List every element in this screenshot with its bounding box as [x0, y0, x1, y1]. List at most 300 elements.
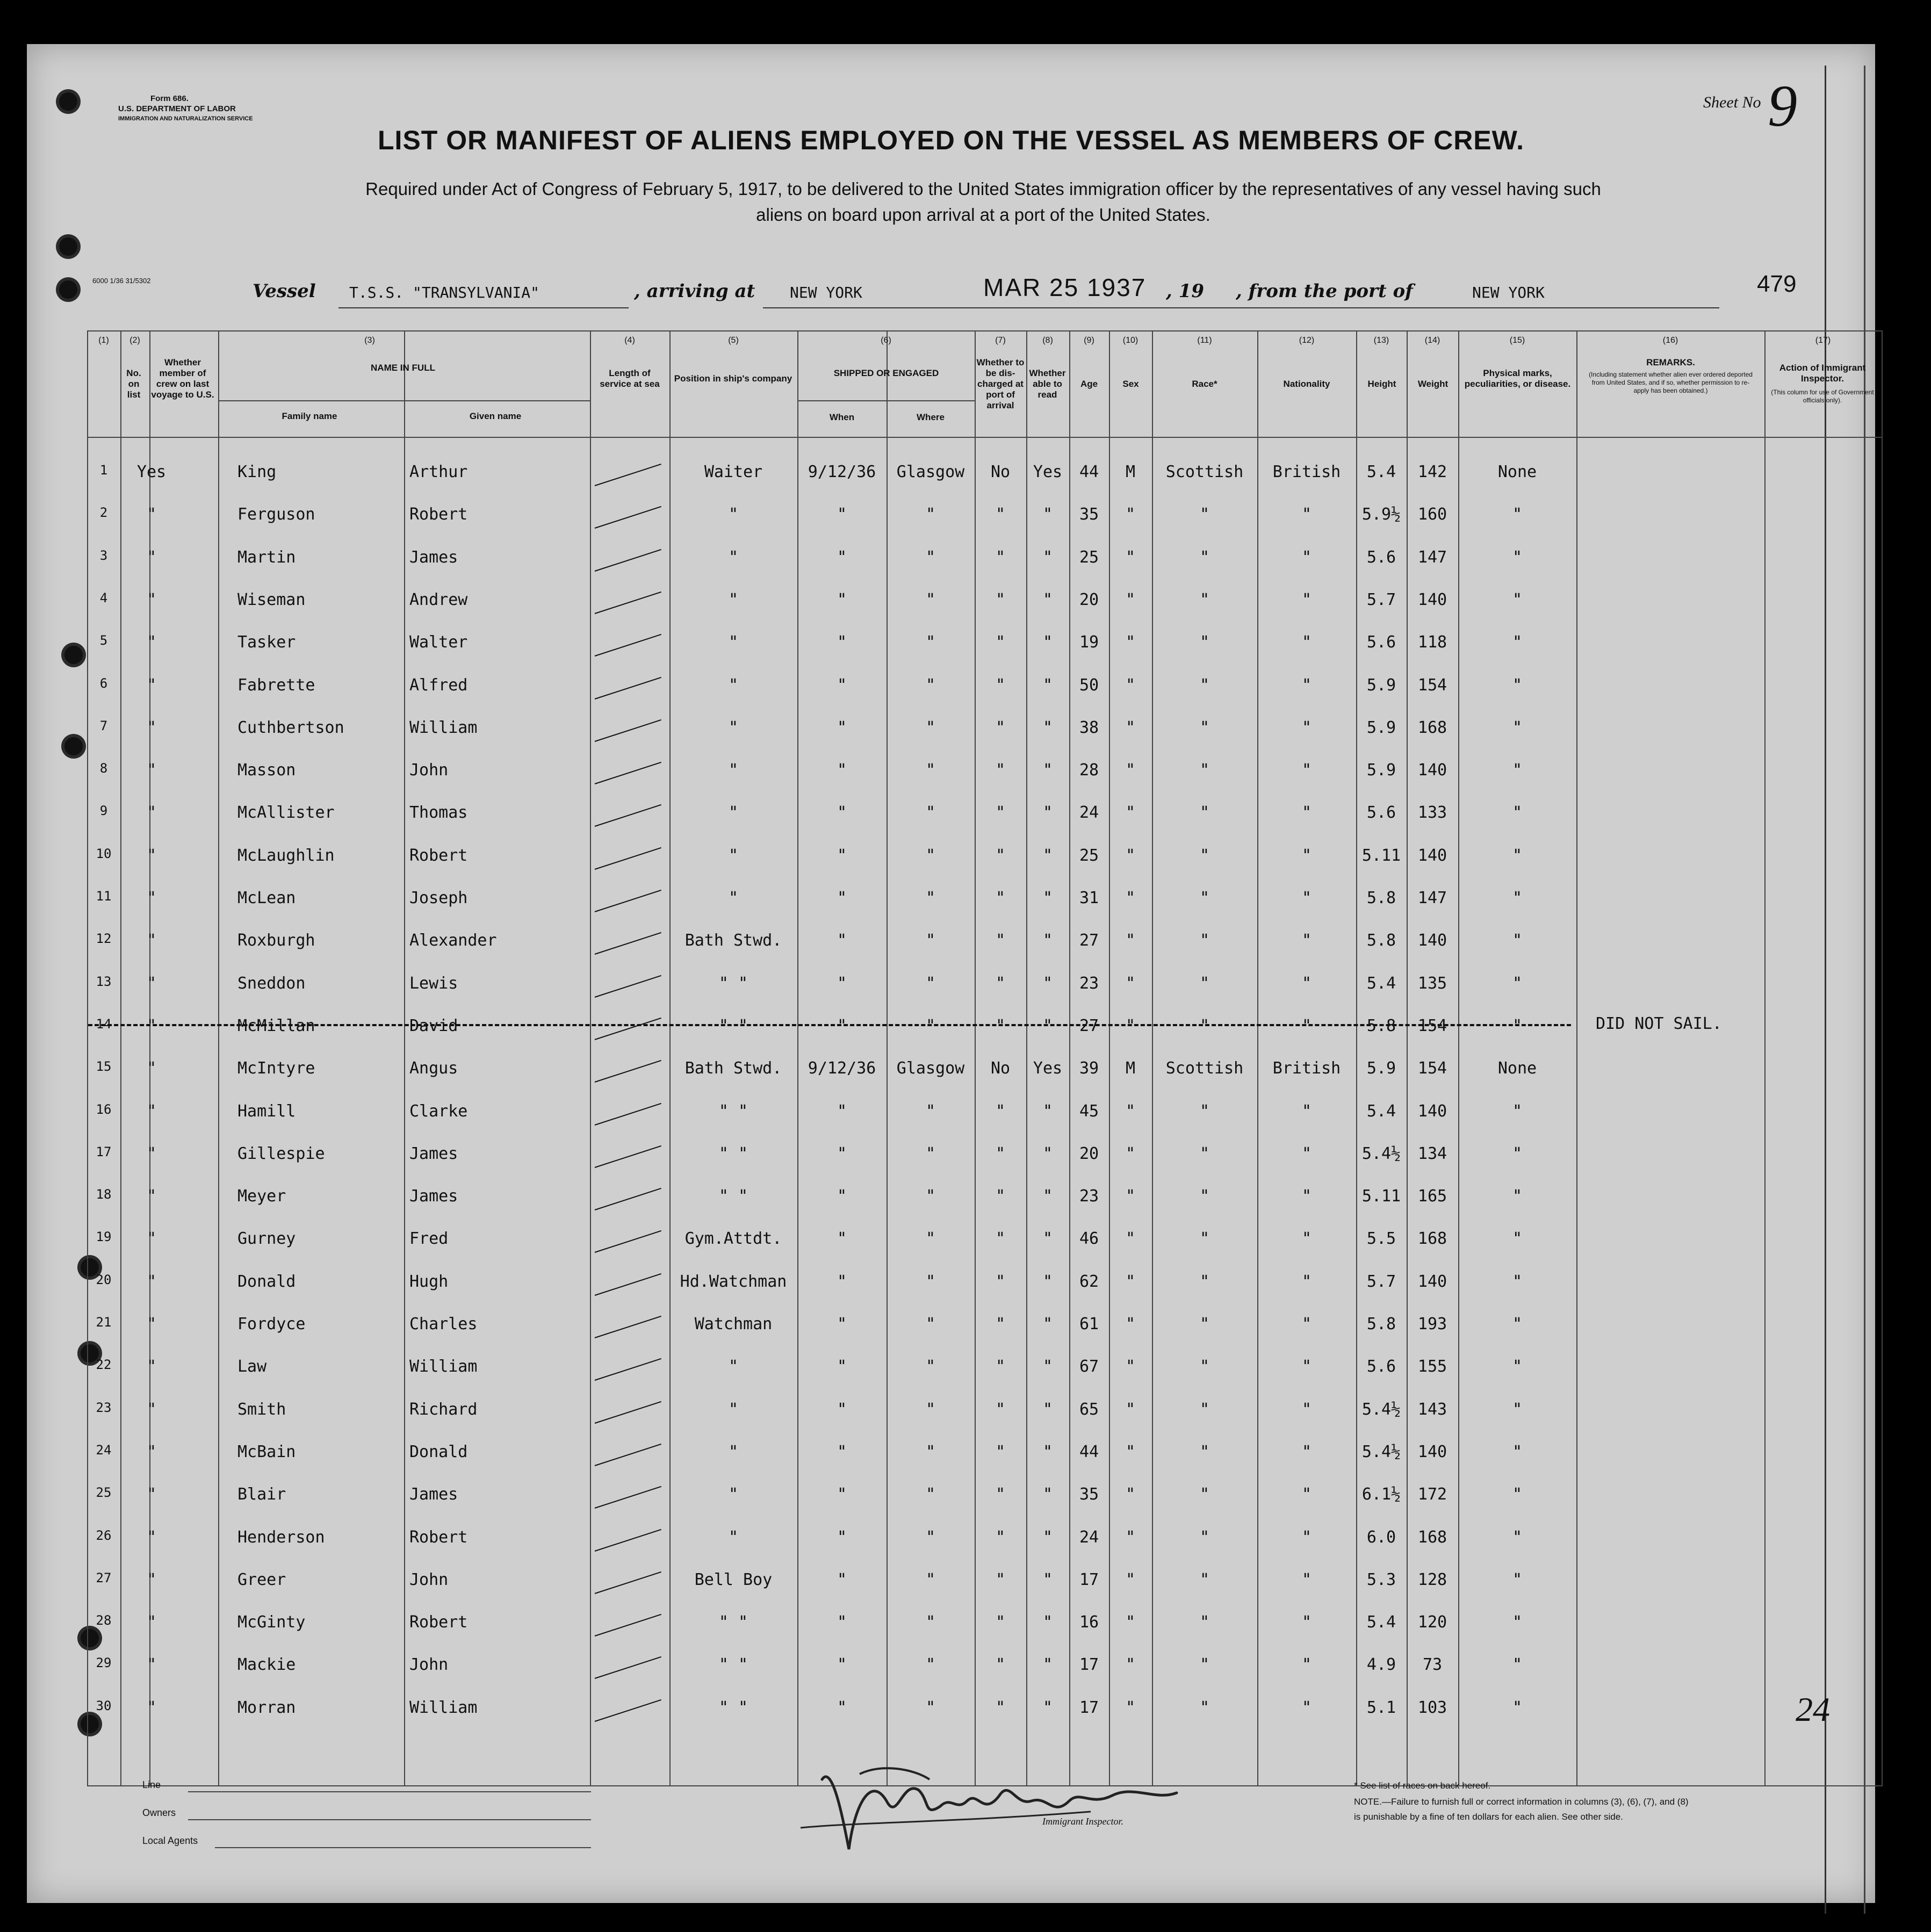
cell-last: "	[146, 974, 157, 993]
cell-read: "	[1042, 974, 1053, 993]
cell-pos: "	[728, 1357, 739, 1376]
corner-number: 479	[1757, 271, 1797, 297]
cell-weight: 168	[1417, 1229, 1447, 1249]
cell-age: 44	[1079, 1442, 1099, 1461]
arriving-port: NEW YORK	[790, 284, 862, 301]
cell-disch: "	[995, 1400, 1006, 1419]
cell-no: 25	[96, 1485, 112, 1501]
cell-when: "	[837, 1613, 847, 1632]
cell-family: Henderson	[237, 1527, 325, 1547]
cell-nat: "	[1301, 1229, 1312, 1249]
cell-nat: "	[1301, 1357, 1312, 1376]
cell-given: John	[409, 1570, 449, 1589]
cell-where: "	[925, 1187, 936, 1206]
cell-sex: "	[1125, 1570, 1136, 1589]
cell-height: 5.6	[1366, 803, 1396, 823]
cell-weight: 140	[1417, 761, 1447, 780]
cell-height: 5.6	[1366, 633, 1396, 652]
cell-age: 62	[1079, 1272, 1099, 1291]
cell-pos: Gym.Attdt.	[685, 1229, 782, 1249]
cell-where: "	[925, 633, 936, 652]
cell-when: "	[837, 889, 847, 907]
cell-height: 5.6	[1366, 1357, 1396, 1376]
cell-no: 13	[96, 974, 112, 989]
cell-where: "	[925, 974, 936, 993]
cell-height: 6.1½	[1361, 1485, 1401, 1504]
cell-family: Tasker	[237, 633, 296, 652]
cell-weight: 160	[1417, 505, 1447, 524]
service-slash-mark	[595, 975, 661, 997]
cell-when: "	[837, 718, 847, 737]
header-no-on-list: No. on list	[126, 368, 141, 400]
cell-read: "	[1042, 1698, 1053, 1717]
cell-where: "	[925, 1698, 936, 1717]
service-name: IMMIGRATION AND NATURALIZATION SERVICE	[118, 116, 253, 122]
cell-nat: "	[1301, 1101, 1312, 1121]
column-number: (2)	[129, 336, 140, 345]
cell-sex: "	[1125, 803, 1136, 823]
cell-family: Hamill	[237, 1101, 296, 1121]
service-slash-mark	[595, 464, 661, 486]
cell-read: "	[1042, 1357, 1053, 1376]
cell-race: "	[1199, 1698, 1210, 1717]
header-name-in-full: NAME IN FULL	[371, 363, 435, 373]
cell-disch: "	[995, 1187, 1006, 1206]
cell-family: Donald	[237, 1272, 296, 1291]
cell-nat: "	[1301, 1613, 1312, 1632]
cell-read: "	[1042, 505, 1053, 524]
cell-disch: "	[995, 1655, 1006, 1675]
strike-through-line	[88, 1024, 1571, 1026]
cell-weight: 147	[1417, 889, 1447, 907]
cell-pos: Waiter	[704, 463, 763, 481]
cell-sex: "	[1125, 1187, 1136, 1206]
penalty-note-1: NOTE.—Failure to furnish full or correct information in columns (3), (6), (7), and (8)	[1354, 1797, 1689, 1807]
cell-no: 10	[96, 846, 112, 861]
line-rule	[188, 1791, 591, 1792]
cell-weight: 193	[1417, 1315, 1447, 1333]
cell-no: 18	[96, 1187, 112, 1202]
cell-family: McIntyre	[237, 1059, 315, 1078]
cell-family: Mackie	[237, 1655, 296, 1675]
service-slash-mark	[595, 1571, 661, 1594]
cell-read: "	[1042, 675, 1053, 695]
agents-label: Local Agents	[142, 1835, 198, 1846]
cell-disch: "	[995, 1357, 1006, 1376]
cell-pos: Hd.Watchman	[680, 1272, 787, 1291]
cell-height: 5.5	[1366, 1229, 1396, 1249]
cell-pos: "	[728, 1485, 739, 1504]
cell-no: 9	[99, 803, 108, 819]
cell-when: "	[837, 1357, 847, 1376]
cell-pos: " "	[718, 1698, 748, 1717]
cell-height: 5.4	[1366, 1613, 1396, 1632]
cell-given: Robert	[409, 505, 468, 524]
cell-where: "	[925, 1272, 936, 1291]
cell-no: 23	[96, 1400, 112, 1415]
inspector-label: Immigrant Inspector.	[1042, 1816, 1123, 1827]
cell-nat: "	[1301, 1187, 1312, 1206]
cell-where: "	[925, 761, 936, 780]
service-slash-mark	[595, 1614, 661, 1637]
header-race: Race*	[1192, 379, 1217, 389]
cell-height: 5.9	[1366, 1059, 1396, 1078]
cell-race: "	[1199, 1400, 1210, 1419]
cell-disch: "	[995, 846, 1006, 865]
cell-last: "	[146, 718, 157, 737]
cell-read: "	[1042, 1272, 1053, 1291]
cell-when: "	[837, 1570, 847, 1589]
cell-given: Andrew	[409, 590, 468, 609]
cell-race: "	[1199, 1016, 1210, 1035]
cell-race: "	[1199, 1272, 1210, 1291]
cell-where: "	[925, 1613, 936, 1632]
cell-disch: "	[995, 1016, 1006, 1035]
cell-when: "	[837, 846, 847, 865]
cell-sex: "	[1125, 675, 1136, 695]
cell-phys: "	[1512, 1570, 1523, 1589]
column-rule	[590, 330, 591, 1786]
column-number: (15)	[1509, 336, 1525, 345]
service-slash-mark	[595, 1656, 661, 1679]
page-title: LIST OR MANIFEST OF ALIENS EMPLOYED ON THE VESSEL AS MEMBERS OF CREW.	[378, 125, 1524, 155]
service-slash-mark	[595, 1018, 661, 1040]
inspector-signature	[790, 1742, 1220, 1868]
column-number: (9)	[1084, 336, 1094, 345]
cell-pos: " "	[718, 1655, 748, 1675]
header-action-note: (This column for use of Government officials only).	[1771, 388, 1874, 404]
cell-weight: 73	[1422, 1655, 1443, 1675]
races-note: * See list of races on back hereof.	[1354, 1780, 1491, 1791]
cell-read: "	[1042, 1613, 1053, 1632]
cell-given: John	[409, 1655, 449, 1675]
column-number: (14)	[1424, 336, 1440, 345]
cell-read: "	[1042, 1527, 1053, 1547]
cell-when: "	[837, 675, 847, 695]
cell-when: "	[837, 803, 847, 823]
cell-weight: 155	[1417, 1357, 1447, 1376]
cell-disch: "	[995, 675, 1006, 695]
cell-sex: "	[1125, 1613, 1136, 1632]
cell-disch: "	[995, 1101, 1006, 1121]
agents-rule	[215, 1847, 591, 1848]
cell-race: "	[1199, 718, 1210, 737]
cell-weight: 172	[1417, 1485, 1447, 1504]
cell-sex: "	[1125, 590, 1136, 609]
cell-family: Roxburgh	[237, 931, 315, 950]
cell-no: 30	[96, 1698, 112, 1713]
cell-family: Morran	[237, 1698, 296, 1717]
cell-height: 5.4	[1366, 1101, 1396, 1121]
cell-weight: 143	[1417, 1400, 1447, 1419]
cell-sex: "	[1125, 1400, 1136, 1419]
cell-age: 61	[1079, 1315, 1099, 1333]
header-member-last-voyage: Whether member of crew on last voyage to U.S.	[151, 357, 214, 400]
cell-nat: "	[1301, 889, 1312, 907]
service-slash-mark	[595, 549, 661, 571]
cell-height: 5.4	[1366, 463, 1396, 481]
cell-pos: " "	[718, 974, 748, 993]
cell-disch: "	[995, 761, 1006, 780]
column-number: (6)	[881, 336, 891, 345]
cell-age: 23	[1079, 1187, 1099, 1206]
cell-family: McBain	[237, 1442, 296, 1461]
header-age: Age	[1080, 379, 1098, 389]
cell-height: 5.4	[1366, 974, 1396, 993]
cell-sex: "	[1125, 889, 1136, 907]
cell-pos: "	[728, 547, 739, 567]
cell-race: "	[1199, 1485, 1210, 1504]
cell-disch: "	[995, 1229, 1006, 1249]
cell-when: "	[837, 931, 847, 950]
cell-weight: 168	[1417, 1527, 1447, 1547]
cell-when: "	[837, 505, 847, 524]
service-slash-mark	[595, 1102, 661, 1125]
column-number: (11)	[1197, 336, 1212, 345]
cell-disch: "	[995, 1442, 1006, 1461]
cell-disch: "	[995, 1570, 1006, 1589]
header-when: When	[829, 412, 855, 422]
service-slash-mark	[595, 1316, 661, 1338]
cell-read: "	[1042, 590, 1053, 609]
vessel-name: T.S.S. "TRANSYLVANIA"	[349, 284, 540, 301]
cell-race: "	[1199, 505, 1210, 524]
cell-last: "	[146, 547, 157, 567]
cell-nat: "	[1301, 1144, 1312, 1163]
row-rule	[87, 437, 1882, 438]
cell-where: "	[925, 1357, 936, 1376]
service-slash-mark	[595, 1486, 661, 1509]
date-stamp: MAR 25 1937	[983, 273, 1147, 301]
cell-height: 5.11	[1361, 846, 1401, 865]
service-slash-mark	[595, 1188, 661, 1210]
cell-last: "	[146, 1187, 157, 1206]
cell-read: "	[1042, 1315, 1053, 1333]
cell-family: Smith	[237, 1400, 286, 1419]
cell-age: 20	[1079, 1144, 1099, 1163]
cell-disch: "	[995, 931, 1006, 950]
cell-no: 11	[96, 889, 112, 904]
cell-pos: Bath Stwd.	[685, 931, 782, 950]
cell-race: "	[1199, 1655, 1210, 1675]
cell-read: "	[1042, 1442, 1053, 1461]
page-subtitle	[231, 176, 1735, 228]
cell-phys: "	[1512, 1229, 1523, 1249]
cell-where: Glasgow	[896, 463, 965, 481]
cell-phys: "	[1512, 1442, 1523, 1461]
form-block	[118, 93, 253, 124]
cell-race: "	[1199, 1442, 1210, 1461]
cell-race: "	[1199, 1315, 1210, 1333]
cell-phys: "	[1512, 675, 1523, 695]
cell-height: 5.7	[1366, 1272, 1396, 1291]
cell-weight: 120	[1417, 1613, 1447, 1632]
cell-height: 5.4½	[1361, 1144, 1401, 1163]
cell-when: "	[837, 974, 847, 993]
arriving-label: , arriving at	[634, 280, 755, 302]
cell-nat: "	[1301, 1272, 1312, 1291]
cell-last: "	[146, 1272, 157, 1291]
cell-where: "	[925, 547, 936, 567]
cell-sex: "	[1125, 846, 1136, 865]
cell-race: "	[1199, 846, 1210, 865]
cell-race: "	[1199, 1101, 1210, 1121]
cell-last: "	[146, 1315, 157, 1333]
cell-when: "	[837, 1229, 847, 1249]
cell-pos: "	[728, 1527, 739, 1547]
service-slash-mark	[595, 932, 661, 955]
cell-no: 8	[99, 761, 108, 776]
service-slash-mark	[595, 890, 661, 912]
cell-weight: 142	[1417, 463, 1447, 481]
cell-phys: "	[1512, 974, 1523, 993]
cell-height: 5.3	[1366, 1570, 1396, 1589]
cell-where: "	[925, 1442, 936, 1461]
cell-phys: None	[1497, 463, 1537, 481]
header-remarks-note: (Including statement whether alien ever ordered deported from United States, and if so, whether permission to re-apply has been obtained.)	[1589, 371, 1753, 394]
service-slash-mark	[595, 1145, 661, 1168]
cell-read: "	[1042, 889, 1053, 907]
from-label: , from the port of	[1236, 280, 1413, 302]
cell-when: 9/12/36	[808, 1059, 876, 1078]
cell-nat: "	[1301, 1698, 1312, 1717]
cell-disch: "	[995, 1698, 1006, 1717]
cell-nat: "	[1301, 846, 1312, 865]
cell-nat: "	[1301, 1400, 1312, 1419]
header-nationality: Nationality	[1283, 379, 1330, 389]
cell-age: 31	[1079, 889, 1099, 907]
cell-read: "	[1042, 1570, 1053, 1589]
cell-race: "	[1199, 931, 1210, 950]
header-height: Height	[1367, 379, 1396, 389]
cell-race: "	[1199, 1187, 1210, 1206]
cell-last: "	[146, 889, 157, 907]
cell-given: James	[409, 547, 458, 567]
cell-when: "	[837, 1698, 847, 1717]
cell-nat: "	[1301, 505, 1312, 524]
cell-read: "	[1042, 1400, 1053, 1419]
cell-sex: "	[1125, 1357, 1136, 1376]
cell-weight: 140	[1417, 931, 1447, 950]
cell-pos: "	[728, 675, 739, 695]
cell-phys: "	[1512, 761, 1523, 780]
cell-nat: "	[1301, 547, 1312, 567]
cell-where: "	[925, 590, 936, 609]
cell-given: Angus	[409, 1059, 458, 1078]
cell-where: "	[925, 846, 936, 865]
cell-read: "	[1042, 1485, 1053, 1504]
cell-disch: "	[995, 633, 1006, 652]
cell-age: 35	[1079, 1485, 1099, 1504]
header-shipped: SHIPPED OR ENGAGED	[833, 368, 939, 378]
cell-no: 27	[96, 1570, 112, 1585]
cell-disch: "	[995, 505, 1006, 524]
cell-no: 12	[96, 931, 112, 947]
column-number: (10)	[1122, 336, 1139, 345]
cell-no: 29	[96, 1655, 112, 1671]
cell-family: Greer	[237, 1570, 286, 1589]
cell-disch: No	[990, 463, 1011, 481]
cell-given: John	[409, 761, 449, 780]
cell-phys: "	[1512, 1485, 1523, 1504]
cell-phys: "	[1512, 1101, 1523, 1121]
cell-family: Law	[237, 1357, 267, 1376]
service-slash-mark	[595, 1529, 661, 1551]
cell-weight: 134	[1417, 1144, 1447, 1163]
cell-last: "	[146, 1613, 157, 1632]
cell-where: "	[925, 803, 936, 823]
from-port: NEW YORK	[1472, 284, 1545, 301]
cell-where: "	[925, 1400, 936, 1419]
header-action: Action of Immigrant Inspector.	[1779, 363, 1866, 384]
cell-pos: Watchman	[694, 1315, 773, 1333]
cell-when: "	[837, 547, 847, 567]
binder-hole	[59, 237, 77, 256]
signature-graphic	[790, 1742, 1220, 1865]
service-slash-mark	[595, 1358, 661, 1381]
cell-read: "	[1042, 1655, 1053, 1675]
cell-race: "	[1199, 1613, 1210, 1632]
cell-sex: "	[1125, 718, 1136, 737]
cell-family: McLaughlin	[237, 846, 335, 865]
cell-family: Fabrette	[237, 675, 315, 695]
cell-where: "	[925, 1229, 936, 1249]
cell-where: "	[925, 1016, 936, 1035]
header-family-name: Family name	[282, 411, 337, 421]
header-discharged: Whether to be dis-charged at port of arrival	[976, 357, 1025, 410]
cell-given: David	[409, 1016, 458, 1035]
cell-when: "	[837, 1272, 847, 1291]
department-name: U.S. DEPARTMENT OF LABOR	[118, 104, 236, 113]
cell-nat: "	[1301, 974, 1312, 993]
cell-age: 27	[1079, 931, 1099, 950]
cell-read: "	[1042, 633, 1053, 652]
cell-nat: "	[1301, 1570, 1312, 1589]
column-number: (17)	[1815, 336, 1831, 345]
cell-age: 45	[1079, 1101, 1099, 1121]
cell-disch: "	[995, 718, 1006, 737]
cell-no: 14	[96, 1016, 112, 1032]
cell-pos: "	[728, 1400, 739, 1419]
margin-mark: 24	[1796, 1690, 1830, 1728]
cell-phys: "	[1512, 505, 1523, 524]
cell-age: 23	[1079, 974, 1099, 993]
header-length-service: Length of service at sea	[600, 368, 660, 389]
cell-no: 15	[96, 1059, 112, 1075]
cell-when: "	[837, 1527, 847, 1547]
header-remarks: REMARKS.	[1646, 357, 1695, 367]
cell-weight: 128	[1417, 1570, 1447, 1589]
cell-age: 67	[1079, 1357, 1099, 1376]
cell-height: 5.11	[1361, 1187, 1401, 1206]
cell-age: 38	[1079, 718, 1099, 737]
cell-pos: "	[728, 718, 739, 737]
cell-disch: "	[995, 1144, 1006, 1163]
cell-when: "	[837, 1442, 847, 1461]
cell-race: "	[1199, 590, 1210, 609]
cell-nat: "	[1301, 590, 1312, 609]
cell-phys: "	[1512, 1272, 1523, 1291]
cell-sex: M	[1125, 1059, 1136, 1078]
cell-disch: "	[995, 889, 1006, 907]
service-slash-mark	[595, 676, 661, 699]
cell-pos: " "	[718, 1613, 748, 1632]
form-number: Form 686.	[150, 94, 189, 103]
cell-given: William	[409, 718, 478, 737]
cell-family: Gillespie	[237, 1144, 325, 1163]
cell-family: Cuthbertson	[237, 718, 344, 737]
column-number: (4)	[624, 336, 635, 345]
